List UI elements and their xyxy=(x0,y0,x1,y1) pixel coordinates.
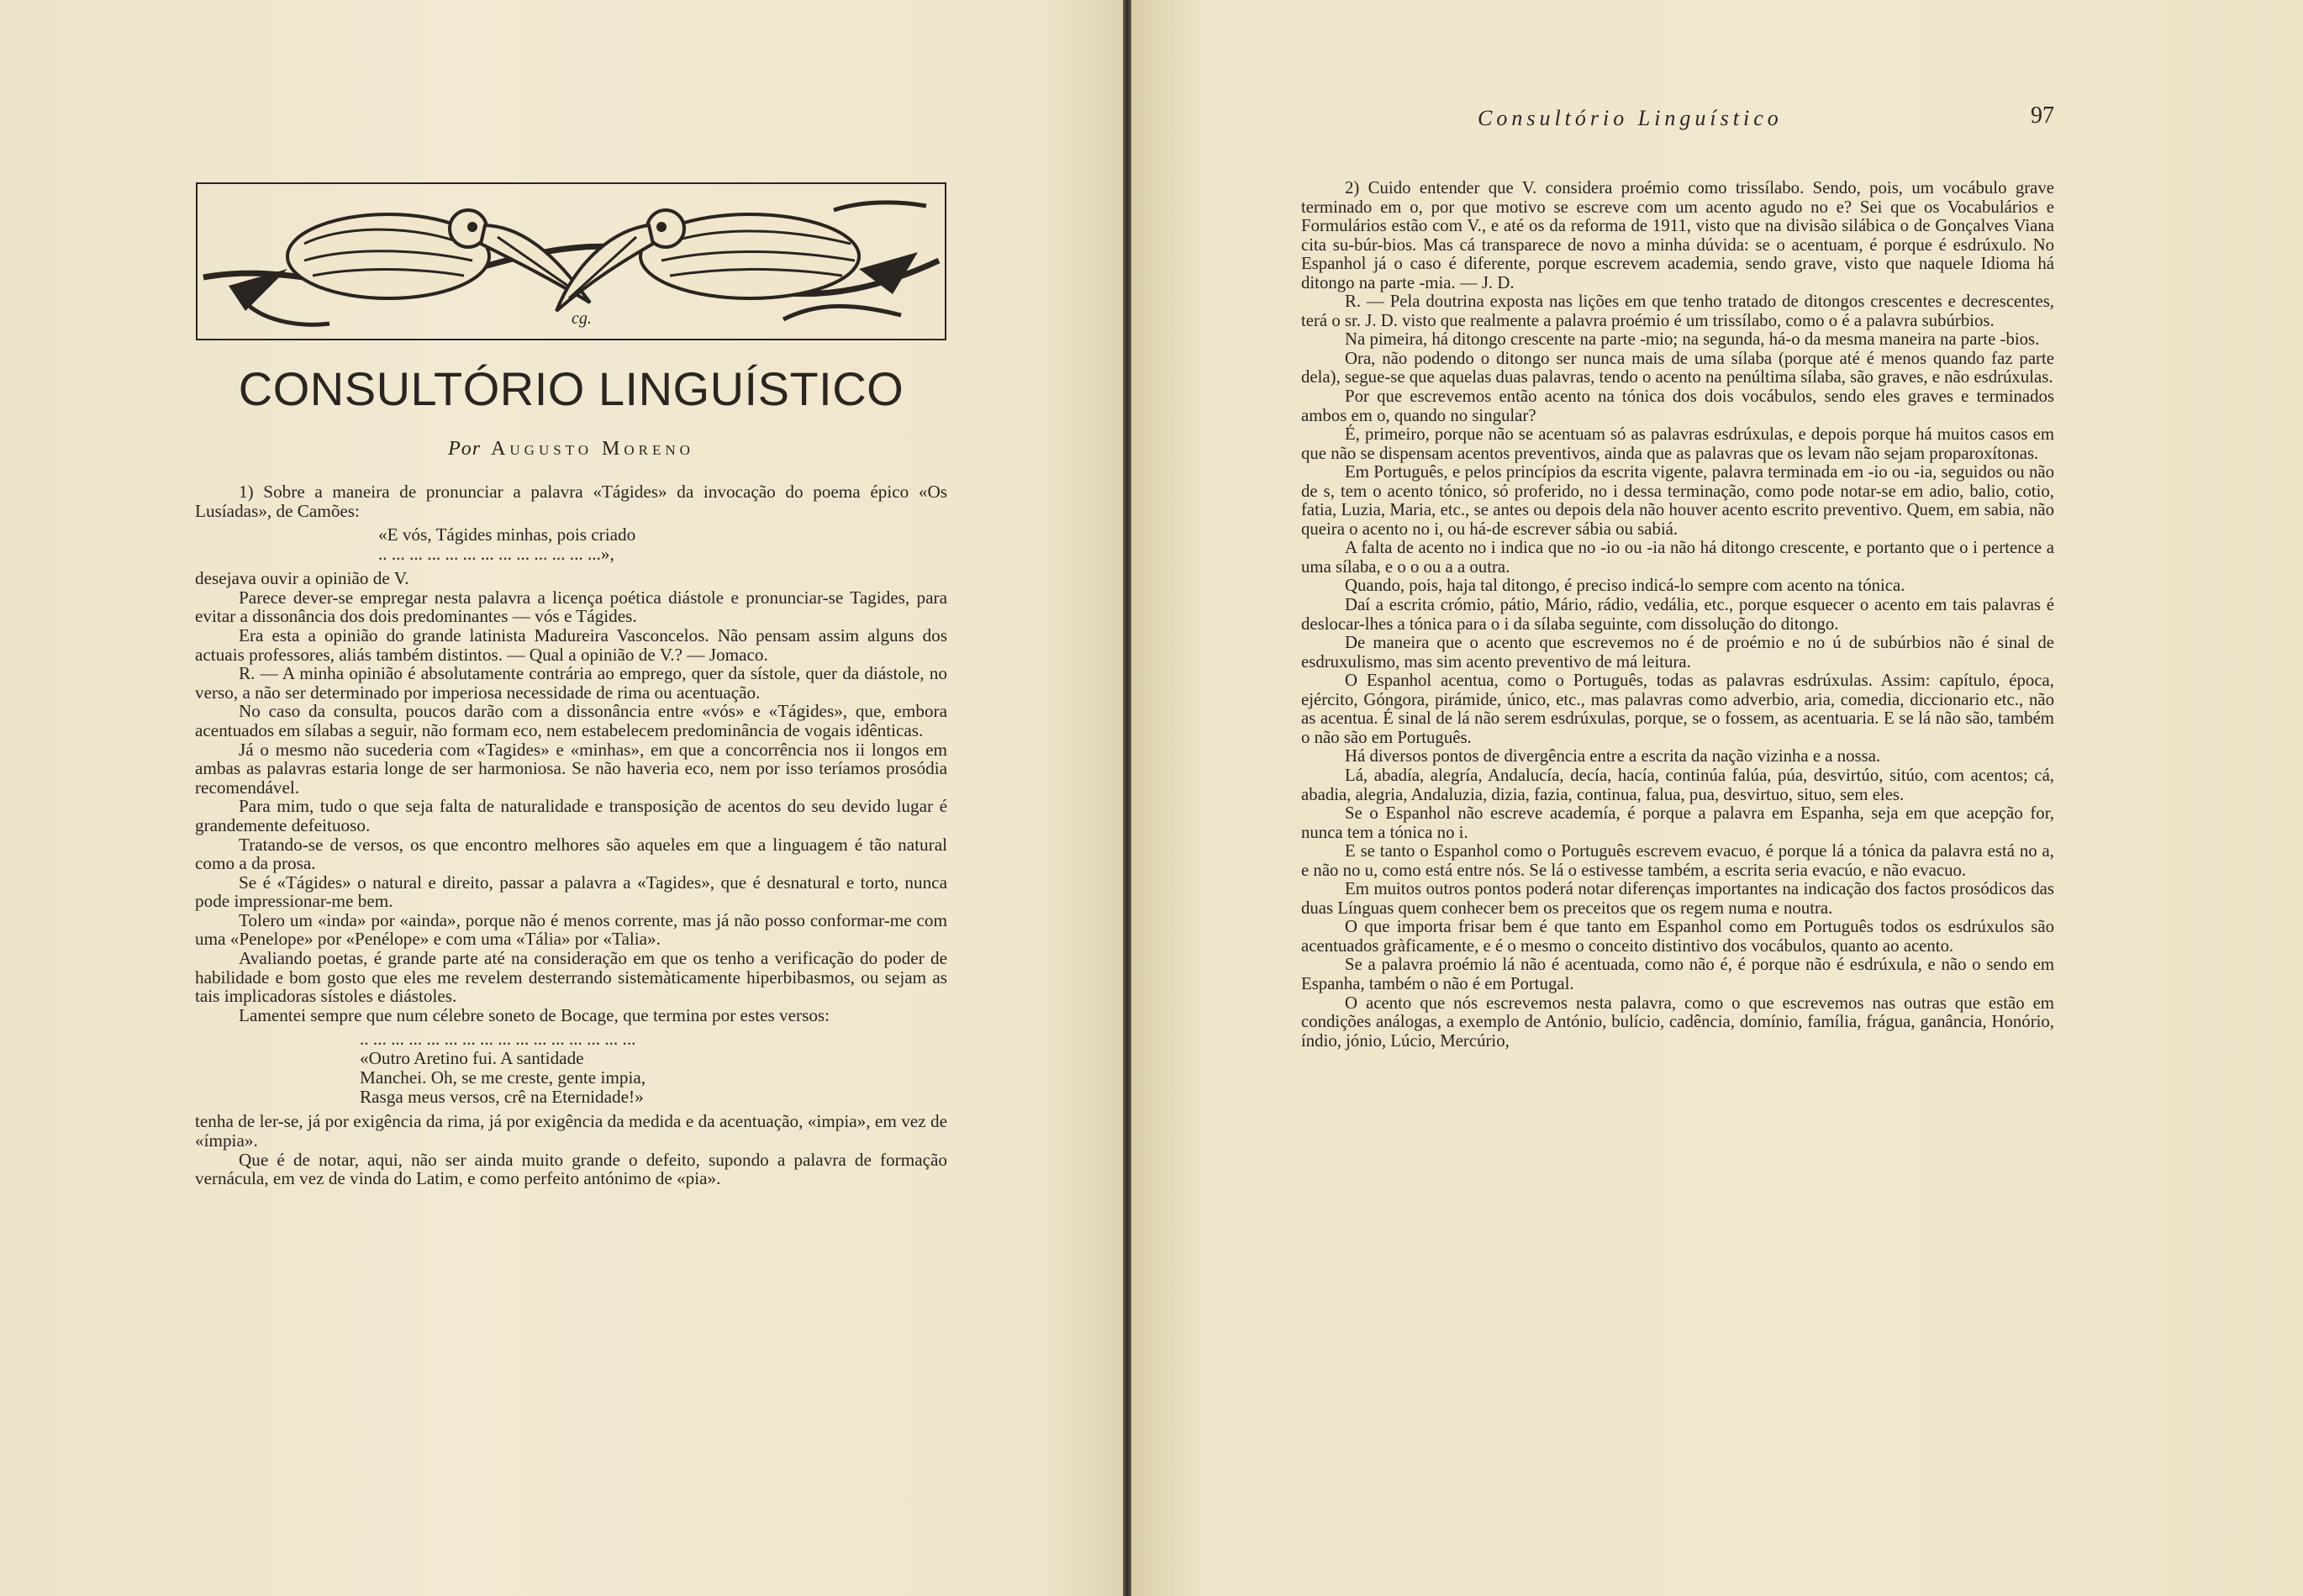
illustration-signature: cg. xyxy=(572,309,592,328)
right-paragraph: 2) Cuido entender que V. considera proémio como trissílabo. Sendo, pois, um vocábulo grave terminado em o, por que motivo se escreve com um acento agudo no e? Sei que os Vocabulários e Formulários estão com V., e até os da reforma de 1911, visto que na divisão silábica o de Gonçalves Viana cita su-búr-bios. Mas cá transparece de novo a minha dúvida: se o acentuam, é porque é esdrúxulo. No Espanhol já o caso é diferente, porque escrevem academia, sendo grave, visto que naquele Idioma há ditongo na parte -mia. — J. D. xyxy=(1301,178,2054,292)
toucans-illustration xyxy=(195,176,947,349)
verse-line: Rasga meus versos, crê na Eternidade!» xyxy=(360,1087,644,1108)
article-title: CONSULTÓRIO LINGUÍSTICO xyxy=(238,362,904,415)
right-paragraph: Se o Espanhol não escreve academía, é porque a palavra em Espanha, seja em que acepção for, nunca tem a tónica no i. xyxy=(1301,803,2054,842)
left-paragraph: R. — A minha opinião é absolutamente contrária ao emprego, quer da sístole, quer da diástole, no verso, a não ser determinado por imperiosa necessidade de rima ou acentuação. xyxy=(195,663,947,703)
left-paragraph: Se é «Tágides» o natural e direito, passar a palavra a «Tagides», que é desnatural e torto, nunca pode impressionar-me bem. xyxy=(195,872,947,912)
right-page xyxy=(1131,0,2303,1596)
right-paragraph: Se a palavra proémio lá não é acentuada, como não é, é porque não é esdrúxula, e não o sendo em Espanha, também o não é em Portugal. xyxy=(1301,955,2054,993)
left-paragraph: Que é de notar, aqui, não ser ainda muito grande o defeito, supondo a palavra de formação vernácula, em vez de vinda do Latim, e como perfeito antónimo de «pia». xyxy=(195,1149,947,1189)
quoted-verse xyxy=(195,525,947,564)
right-paragraph: E se tanto o Espanhol como o Português escrevem evacuo, é porque lá a tónica da palavra está no a, e não no u, como está entre nós. Se lá o estivesse também, a escrita seria evacúo, e não evacuo. xyxy=(1301,841,2054,880)
verse-line: «Outro Aretino fui. A santidade xyxy=(360,1048,584,1069)
verse-line: .. ... ... ... ... ... ... ... ... ... ... ... ...», xyxy=(378,544,614,565)
verse-line: «E vós, Tágides minhas, pois criado xyxy=(378,524,636,545)
left-paragraph: desejava ouvir a opinião de V. xyxy=(195,568,409,589)
right-paragraph: Em Português, e pelos princípios da escrita vigente, palavra terminada em -io ou -ia, seguidos ou não de s, tem o acento tónico, só proferido, no i dessa terminação, como pode notar-se em adio, balio, cotio, fatia, Luzia, Maria, etc., se antes ou depois dela não houver acento escrito preventivo. Quem, em sabia, não queira o acento no i, ou há-de escrever sábia ou sabiá. xyxy=(1301,462,2054,539)
left-paragraph: No caso da consulta, poucos darão com a dissonância entre «vós» e «Tágides», que, embora acentuados em sílabas a seguir, não formam eco, nem estabelecem predominância de vogais idênticas. xyxy=(195,701,947,740)
right-paragraph: Em muitos outros pontos poderá notar diferenças importantes na indicação dos factos prosódicos das duas Línguas quem conhecer bem os preceitos que os regem numa e noutra. xyxy=(1301,879,2054,918)
right-paragraph: Daí a escrita crómio, pátio, Mário, rádio, vedália, etc., porque esquecer o acento em tais palavras é deslocar-lhes a tónica para o i da sílaba seguinte, com dissolução do ditongo. xyxy=(1301,595,2054,634)
right-paragraph: A falta de acento no i indica que no -io ou -ia não há ditongo crescente, e portanto que o i pertence a uma sílaba, e o o ou a a outra. xyxy=(1301,538,2054,577)
left-paragraph: Para mim, tudo o que seja falta de naturalidade e transposição de acentos do seu devido lugar é grandemente defeituoso. xyxy=(195,796,947,835)
left-paragraph: Tolero um «inda» por «ainda», porque não é menos corrente, mas já não posso conformar-me com uma «Penelope» por «Penélope» e com uma «Tália» por «Talia». xyxy=(195,909,947,950)
left-paragraph: Era esta a opinião do grande latinista Madureira Vasconcelos. Não pensam assim alguns dos actuais professores, aliás também distintos. — Qual a opinião de V.? — Jomaco. xyxy=(195,624,947,665)
left-paragraph: tenha de ler-se, já por exigência da rima, já por exigência da medida e da acentuação, «impia», em vez de «ímpia». xyxy=(195,1111,947,1151)
right-paragraph: O que importa frisar bem é que tanto em Espanhol como em Português todos os esdrúxulos são acentuados gràficamente, e é o mesmo o conceito distintivo dos vocábulos, quanto ao acento. xyxy=(1301,917,2054,956)
right-paragraph: O Espanhol acentua, como o Português, todas as palavras esdrúxulas. Assim: capítulo, época, ejército, Góngora, pirámide, único, etc., mas palavras como adverbio, aria, comedia, diccionario etc., não as acentua. É sinal de lá não serem esdrúxulas, porque, se o fossem, as acentuaria. E se lá não são, também o não são em Português. xyxy=(1301,671,2054,747)
verse-line: .. ... ... ... ... ... ... ... ... ... ... ... ... ... ... ... xyxy=(360,1029,636,1050)
left-paragraph: 1) Sobre a maneira de pronunciar a palavra «Tágides» da invocação do poema épico «Os Lusíadas», de Camões: xyxy=(195,482,947,521)
byline-author: Augusto Moreno xyxy=(491,438,694,460)
page-number: 97 xyxy=(2031,103,2054,129)
left-paragraph: Já o mesmo não sucederia com «Tagides» e «minhas», em que a concorrência nos ii longos em ambas as palavras estaria longe de ser harmoniosa. Se não haveria eco, nem por isso teríamos prosódia recomendável. xyxy=(195,739,947,798)
byline xyxy=(195,438,947,461)
left-page xyxy=(0,0,1123,1596)
left-paragraph: Tratando-se de versos, os que encontro melhores são aqueles em que a linguagem é tão natural como a da prosa. xyxy=(195,834,947,874)
verse-line: Manchei. Oh, se me creste, gente impia, xyxy=(360,1067,646,1088)
right-paragraph: De maneira que o acento que escrevemos no é de proémio e no ú de subúrbios não é sinal de esdruxulismo, mas sim acento preventivo de má leitura. xyxy=(1301,633,2054,672)
right-paragraph: Na pimeira, há ditongo crescente na parte -mio; na segunda, há-o da mesma maneira na parte -bios. xyxy=(1345,329,2040,350)
left-column xyxy=(195,176,947,1188)
running-head: Consultório Linguístico xyxy=(1478,106,1783,130)
book-gutter xyxy=(1123,0,1131,1596)
right-column xyxy=(1301,179,2054,1051)
quoted-sonnet xyxy=(195,1030,947,1107)
right-paragraph: Quando, pois, haja tal ditongo, é preciso indicá-lo sempre com acento na tónica. xyxy=(1345,576,1905,596)
right-paragraph: R. — Pela doutrina exposta nas lições em que tenho tratado de ditongos crescentes e decrescentes, terá o sr. J. D. visto que realmente a palavra proémio é um trissílabo, como o é a palavra subúrbios. xyxy=(1301,292,2054,330)
right-paragraph: Lá, abadía, alegría, Andalucía, decía, hacía, continúa falúa, púa, desvirtúo, sitúo, com acentos; cá, abadia, alegria, Andaluzia, dizia, fazia, continua, falua, pua, desvirtuo, situo, sem eles. xyxy=(1301,765,2054,804)
left-paragraph: Parece dever-se empregar nesta palavra a licença poética diástole e pronunciar-se Tagides, para evitar a dissonância dos dois predominantes — vós e Tágides. xyxy=(195,587,947,627)
right-paragraph: O acento que nós escrevemos nesta palavra, como o que escrevemos nas outras que estão em condições análogas, a exemplo de António, bulício, cadência, domínio, família, frágua, ganância, Honório, índio, jónio, Lúcio, Mercúrio, xyxy=(1301,993,2054,1051)
left-paragraph: Avaliando poetas, é grande parte até na consideração em que os tenho a verificação do poder de habilidade e bom gosto que eles me revelem desterrando sistemàticamente hiperbibasmos, ou sejam as tais implicadoras sístoles e diástoles. xyxy=(195,948,947,1007)
right-paragraph: Por que escrevemos então acento na tónica dos dois vocábulos, sendo eles graves e terminados ambos em o, quando no singular? xyxy=(1301,387,2054,425)
right-paragraph: Ora, não podendo o ditongo ser nunca mais de uma sílaba (porque até é menos quando faz parte dela), segue-se que aquelas duas palavras, tendo o acento na penúltima sílaba, são graves, e não esdrúxulas. xyxy=(1301,348,2054,387)
right-paragraph: É, primeiro, porque não se acentuam só as palavras esdrúxulas, e depois porque há muitos casos em que não se dispensam acentos preventivos, ainda que as palavras que os levam não sejam proparoxítonas. xyxy=(1301,424,2054,463)
left-paragraph: Lamentei sempre que num célebre soneto de Bocage, que termina por estes versos: xyxy=(239,1004,830,1025)
byline-prefix: Por xyxy=(448,438,482,460)
right-paragraph: Há diversos pontos de divergência entre a escrita da nação vizinha e a nossa. xyxy=(1345,746,1881,766)
